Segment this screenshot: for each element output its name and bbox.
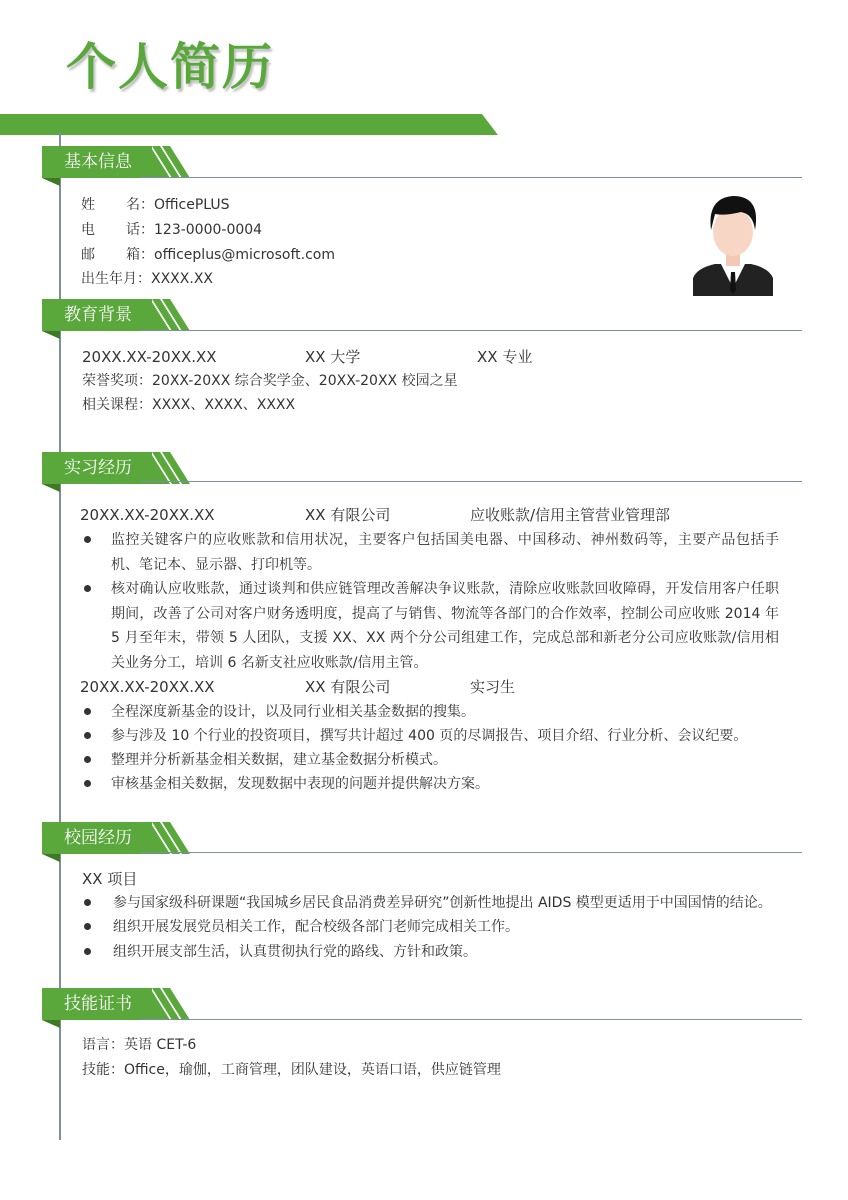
phone-row [81, 218, 262, 242]
phone-value: 123-0000-0004 [154, 222, 263, 238]
email-row [81, 243, 335, 267]
bullet-dot-icon [84, 732, 91, 739]
phone-label-2: 话： [126, 222, 154, 238]
bullet-dot-icon [84, 708, 91, 715]
heading-stripes-icon [140, 299, 190, 331]
section-rule [140, 1019, 802, 1020]
title-banner [0, 114, 500, 138]
job-bullet: 整理并分析新基金相关数据，建立基金数据分析模式。 [111, 752, 447, 768]
edu-honors: 荣誉奖项：20XX-20XX 综合奖学金、20XX-20XX 校园之星 [82, 373, 458, 389]
heading-stripes-icon [140, 822, 190, 854]
page-title: 个人简历 [66, 38, 274, 96]
bullet-dot-icon [84, 756, 91, 763]
skills-language: 语言：英语 CET-6 [82, 1037, 197, 1053]
heading-stripes-icon [140, 146, 190, 178]
job-position: 应收账款/信用主管营业管理部 [470, 506, 671, 524]
section-heading-campus: 校园经历 [42, 822, 152, 854]
edu-school: XX 大学 [305, 348, 361, 366]
edu-major: XX 专业 [477, 348, 533, 366]
name-row [81, 193, 230, 217]
section-heading-education: 教育背景 [42, 299, 152, 331]
bullet-dot-icon [84, 948, 91, 955]
campus-bullet: 组织开展支部生活，认真贯彻执行党的路线、方针和政策。 [113, 944, 477, 960]
edu-courses: 相关课程：XXXX、XXXX、XXXX [82, 397, 296, 413]
job-company: XX 有限公司 [305, 506, 391, 524]
email-label: 邮 [81, 247, 95, 263]
bullet-dot-icon [84, 923, 91, 930]
job-company: XX 有限公司 [305, 678, 391, 696]
edu-period: 20XX.XX-20XX.XX [82, 348, 217, 366]
section-heading-skills: 技能证书 [42, 988, 152, 1020]
heading-stripes-icon [140, 452, 190, 484]
birth-value: XXXX.XX [151, 271, 213, 287]
section-rule [140, 330, 802, 331]
section-rule [140, 177, 802, 178]
job-bullet: 全程深度新基金的设计，以及同行业相关基金数据的搜集。 [111, 704, 475, 720]
job-bullet: 监控关键客户的应收账款和信用状况，主要客户包括国美电器、中国移动、神州数码等，主要产品包括手机、笔记本、显示器、打印机等。 [111, 532, 779, 573]
skills-list: 技能：Office，瑜伽，工商管理，团队建设，英语口语，供应链管理 [82, 1062, 501, 1078]
section-rule [140, 852, 802, 853]
name-label-2: 名： [126, 197, 154, 213]
bullet-dot-icon [84, 585, 91, 592]
email-value: officeplus@microsoft.com [154, 247, 335, 263]
job-position: 实习生 [470, 678, 516, 696]
bullet-dot-icon [84, 780, 91, 787]
email-label-2: 箱： [126, 247, 154, 263]
birth-label: 出生年月： [81, 271, 151, 287]
birth-row [81, 267, 213, 291]
name-value: OfficePLUS [154, 197, 230, 213]
name-label: 姓 [81, 197, 95, 213]
campus-project: XX 项目 [82, 870, 138, 888]
avatar-icon [693, 192, 773, 296]
bullet-dot-icon [84, 899, 91, 906]
heading-stripes-icon [140, 988, 190, 1020]
bullet-dot-icon [84, 536, 91, 543]
campus-bullet: 参与国家级科研课题“我国城乡居民食品消费差异研究”创新性地提出 AIDS 模型更适用于中国国情的结论。 [113, 895, 772, 911]
campus-bullet: 组织开展发展党员相关工作，配合校级各部门老师完成相关工作。 [113, 919, 519, 935]
job-bullet: 参与涉及 10 个行业的投资项目，撰写共计超过 400 页的尽调报告、项目介绍、行业分析、会议纪要。 [111, 728, 748, 744]
job-period: 20XX.XX-20XX.XX [80, 678, 215, 696]
job-period: 20XX.XX-20XX.XX [80, 506, 215, 524]
section-rule [140, 481, 802, 482]
section-heading-basic: 基本信息 [42, 146, 152, 178]
phone-label: 电 [81, 222, 95, 238]
section-heading-internship: 实习经历 [42, 452, 152, 484]
job-bullet: 审核基金相关数据，发现数据中表现的问题并提供解决方案。 [111, 776, 489, 792]
job-bullet: 核对确认应收账款，通过谈判和供应链管理改善解决争议账款，清除应收账款回收障碍，开发信用客户任职期间，改善了公司对客户财务透明度，提高了与销售、物流等各部门的合作效率，控制公司应收账 2014 年 5 月至年末，带领 5 人团队，支援 XX、XX 两个分公司组建工作，完成总部和新老分公司应收账款/信用相关业务分工，培训 6 名新支社应收账款/信用主管。 [111, 581, 779, 671]
